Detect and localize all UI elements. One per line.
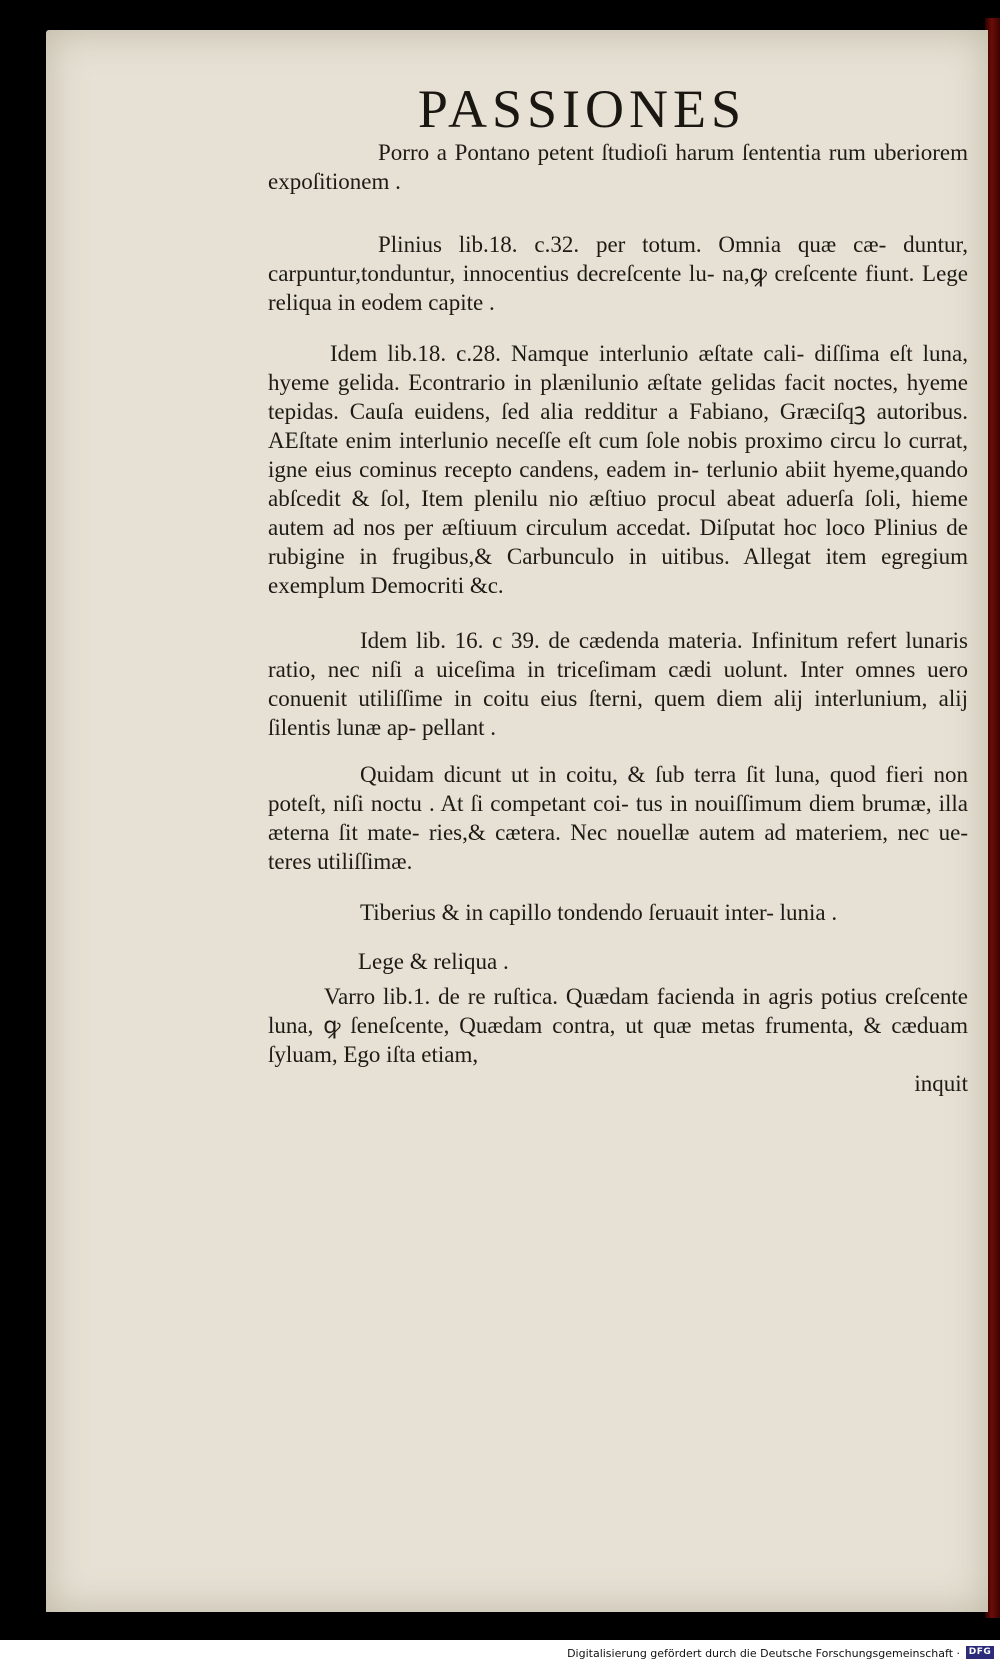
paragraph-quidam: Quidam dicunt ut in coitu, & ſub terra ſit luna, quod fieri non poteſt, niſi noctu . At ſi competant coi- tus in nouiſſimum diem brumæ, illa æterna ſit mate- ries,& cætera. Nec nouellæ autem ad materiem, nec ue- teres utiliſſimæ.	[268, 762, 968, 874]
digitization-footer	[0, 1640, 1000, 1666]
page-header: PASSIONES	[417, 79, 747, 139]
paragraph-intro: Porro a Pontano petent ſtudioſi harum ſententia rum uberiorem expoſitionem .	[268, 140, 968, 194]
paragraph-lege-reliqua: Lege & reliqua .	[358, 949, 509, 974]
catchword: inquit	[914, 1071, 968, 1096]
paragraph-tiberius: Tiberius & in capillo tondendo ſeruauit inter- lunia .	[360, 900, 838, 925]
book-page	[46, 30, 988, 1612]
paragraph-plinius-18-32: Plinius lib.18. c.32. per totum. Omnia quæ cæ- duntur, carpuntur,tonduntur, innocentius decreſcente lu- na,ꝙ creſcente fiunt. Lege reliqua in eodem capite .	[268, 232, 968, 315]
footer-credit: Digitalisierung gefördert durch die Deutsche Forschungsgemeinschaft ·	[567, 1647, 960, 1660]
paragraph-idem-16-39: Idem lib. 16. c 39. de cædenda materia. Infinitum refert lunaris ratio, nec niſi a uiceſima in triceſimam cædi uolunt. Inter omnes uero conuenit utiliſſime in coitu eius ſterni, quem diem alij interlunium, alij ſilentis lunæ ap- pellant .	[268, 628, 968, 740]
page-body	[268, 138, 968, 1098]
paragraph-varro: Varro lib.1. de re ruſtica. Quædam facienda in agris potius creſcente luna, ꝙ ſeneſcente, Quædam contra, ut quæ metas frumenta, & cæduam ſyluam, Ego iſta etiam,	[268, 984, 968, 1067]
dfg-logo-icon: DFG	[966, 1646, 994, 1659]
paragraph-idem-18-28: Idem lib.18. c.28. Namque interlunio æſtate cali- diſſima eſt luna, hyeme gelida. Econtrario in plænilunio æſtate gelidas facit noctes, hyeme tepidas. Cauſa euidens, ſed alia redditur a Fabiano, Græciſqꝫ autoribus. AEſtate enim interlunio neceſſe eſt cum ſole nobis proximo circu lo currat, igne eius cominus recepto candens, eadem in- terlunio abiit hyeme,quando abſcedit & ſol, Item plenilu nio æſtiuo procul abeat aduerſa ſoli, hieme autem ad nos per æſtiuum circulum accedat. Diſputat hoc loco Plinius de rubigine in frugibus,& Carbunculo in uitibus. Allegat item egregium exemplum Democriti &c.	[268, 341, 968, 598]
